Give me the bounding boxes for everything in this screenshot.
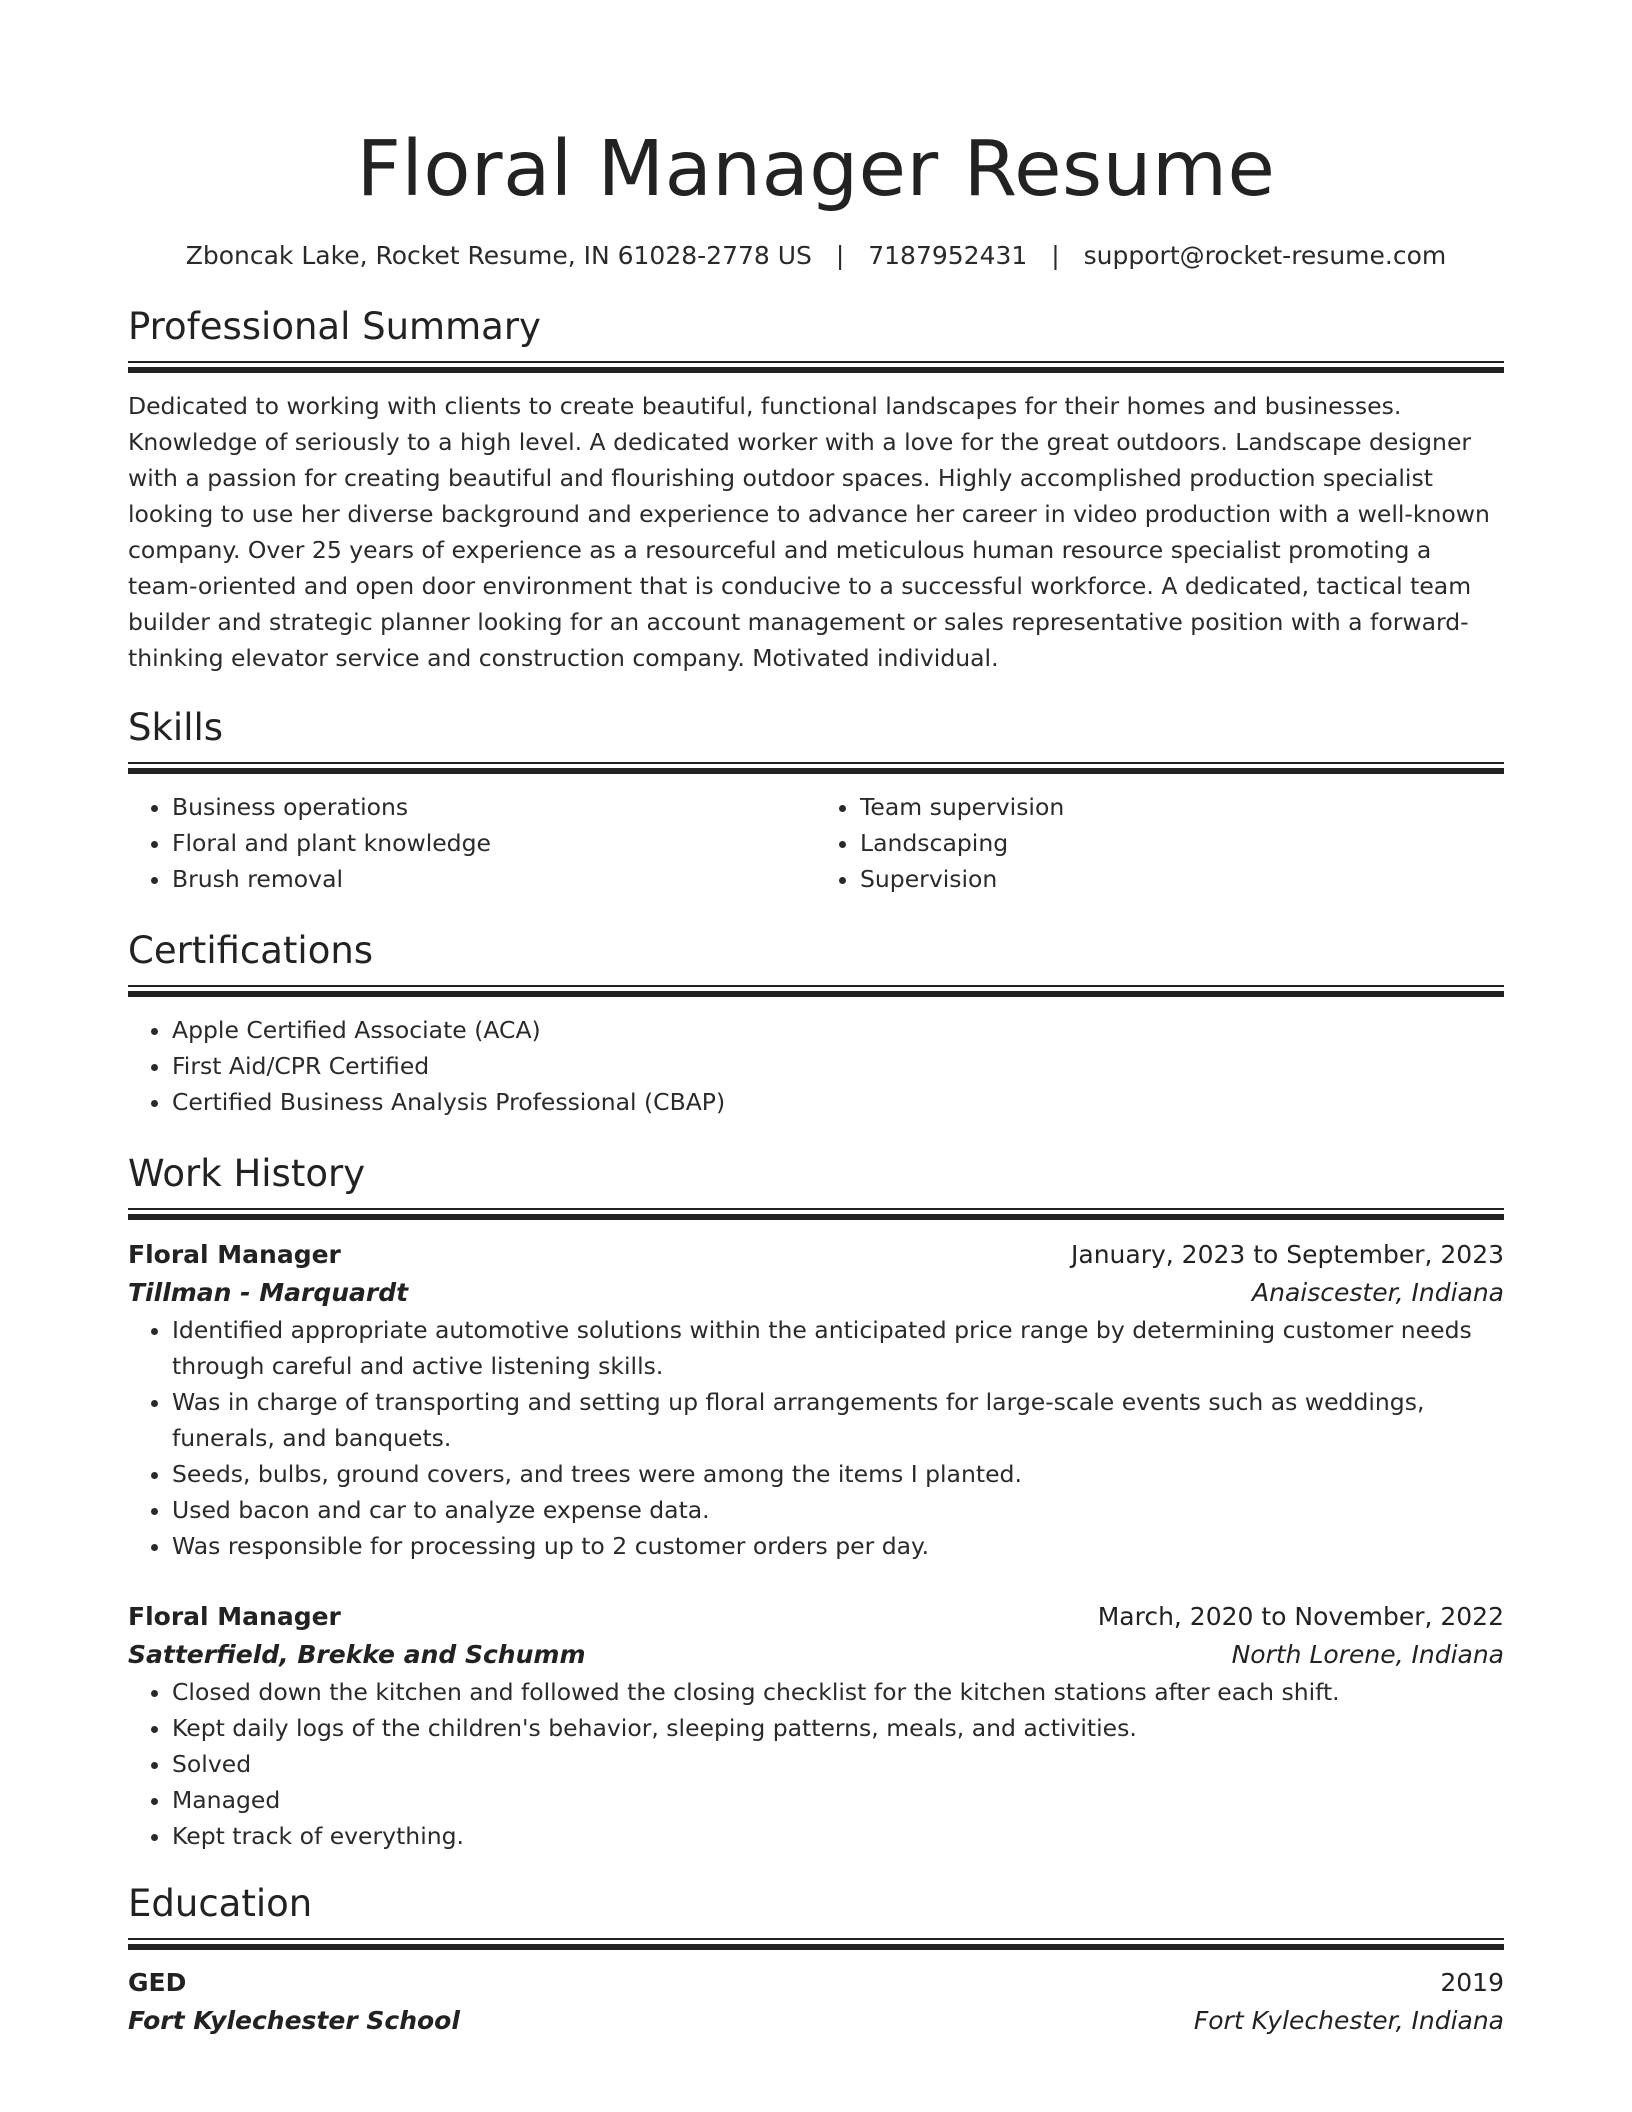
job-subheader [128,1636,1504,1674]
job-duties-list [128,1674,1504,1854]
education-school: Fort Kylechester School [128,2006,460,2035]
job-dates: March, 2020 to November, 2022 [1097,1602,1504,1631]
job-header [128,1236,1504,1274]
work-history-section [128,1152,1504,1854]
skill-item: • Brush removal [172,861,816,897]
skills-section [128,706,1504,897]
contact-separator: | [1051,241,1060,270]
section-divider [128,1208,1504,1220]
section-heading-work-history: Work History [128,1152,366,1195]
job-duty-item: • Was in charge of transporting and setting up floral arrangements for large-scale events such as weddings, funerals, and banquets. [172,1384,1504,1456]
job-duties-list [128,1312,1504,1564]
summary-text: Dedicated to working with clients to create beautiful, functional landscapes for their homes and businesses. Knowledge of seriously to a high level. A dedicated worker with a love for the great outdoors. Landscape designer with a passion for creating beautiful and flourishing outdoor spaces. Highly accomplished production specialist looking to use her diverse background and experience to advance her career in video production with a well-known company. Over 25 years of experience as a resourceful and meticulous human resource specialist promoting a team-oriented and open door environment that is conducive to a successful workforce. A dedicated, tactical team builder and strategic planner looking for an account management or sales representative position with a forward-thinking elevator service and construction company. Motivated individual. [128,392,1490,672]
job-dates: January, 2023 to September, 2023 [1071,1240,1504,1269]
contact-separator: | [835,241,845,270]
job-duty-item: • Kept daily logs of the children's behavior, sleeping patterns, meals, and activities. [172,1710,1504,1746]
skill-item: • Team supervision [860,789,1504,825]
summary-section [128,305,1504,676]
job-location: North Lorene, Indiana [1231,1640,1504,1669]
contact-line [128,240,1504,272]
job-duty-item: • Solved [172,1746,1504,1782]
skills-list-left [128,789,816,897]
education-entry [128,1964,1504,2040]
job-duty-item: • Identified appropriate automotive solutions within the anticipated price range by determining customer needs through careful and active listening skills. [172,1312,1504,1384]
section-heading-education: Education [128,1882,313,1925]
job-duty-item: • Closed down the kitchen and followed the closing checklist for the kitchen stations after each shift. [172,1674,1504,1710]
skills-list-right [816,789,1504,897]
education-degree: GED [128,1968,187,1997]
job-title: Floral Manager [128,1602,341,1631]
job-title: Floral Manager [128,1240,341,1269]
resume-title: Floral Manager Resume [356,125,1276,214]
section-divider [128,361,1504,373]
education-header [128,1964,1504,2002]
education-subheader [128,2002,1504,2040]
certifications-section [128,929,1504,1120]
section-heading-certifications: Certifications [128,929,374,972]
certification-item: • Certified Business Analysis Professional (CBAP) [172,1084,1504,1120]
section-divider [128,1938,1504,1950]
section-divider [128,985,1504,997]
job-company: Tillman - Marquardt [128,1278,409,1307]
education-section [128,1882,1504,2040]
skill-item: • Supervision [860,861,1504,897]
contact-phone: 7187952431 [868,241,1028,270]
section-heading-summary: Professional Summary [128,305,541,348]
job-duty-item: • Was responsible for processing up to 2 customer orders per day. [172,1528,1504,1564]
job-duty-item: • Managed [172,1782,1504,1818]
contact-address: Zboncak Lake, Rocket Resume, IN 61028-2778 US [185,241,812,270]
job-subheader [128,1274,1504,1312]
section-divider [128,762,1504,774]
job-header [128,1598,1504,1636]
section-heading-skills: Skills [128,706,224,749]
skills-grid [128,789,1504,897]
job-duty-item: • Seeds, bulbs, ground covers, and trees were among the items I planted. [172,1456,1504,1492]
job-duty-item: • Kept track of everything. [172,1818,1504,1854]
job-entry [128,1598,1504,1854]
certification-item: • First Aid/CPR Certified [172,1048,1504,1084]
education-year: 2019 [1440,1968,1504,1997]
certifications-list [128,1012,1504,1120]
job-company: Satterfield, Brekke and Schumm [128,1640,586,1669]
skill-item: • Landscaping [860,825,1504,861]
job-entry [128,1236,1504,1564]
job-location: Anaiscester, Indiana [1252,1278,1504,1307]
job-duty-item: • Used bacon and car to analyze expense data. [172,1492,1504,1528]
skill-item: • Floral and plant knowledge [172,825,816,861]
resume-page [128,0,1504,2040]
skill-item: • Business operations [172,789,816,825]
certification-item: • Apple Certified Associate (ACA) [172,1012,1504,1048]
contact-email: support@rocket-resume.com [1083,241,1447,270]
education-location: Fort Kylechester, Indiana [1193,2006,1504,2035]
